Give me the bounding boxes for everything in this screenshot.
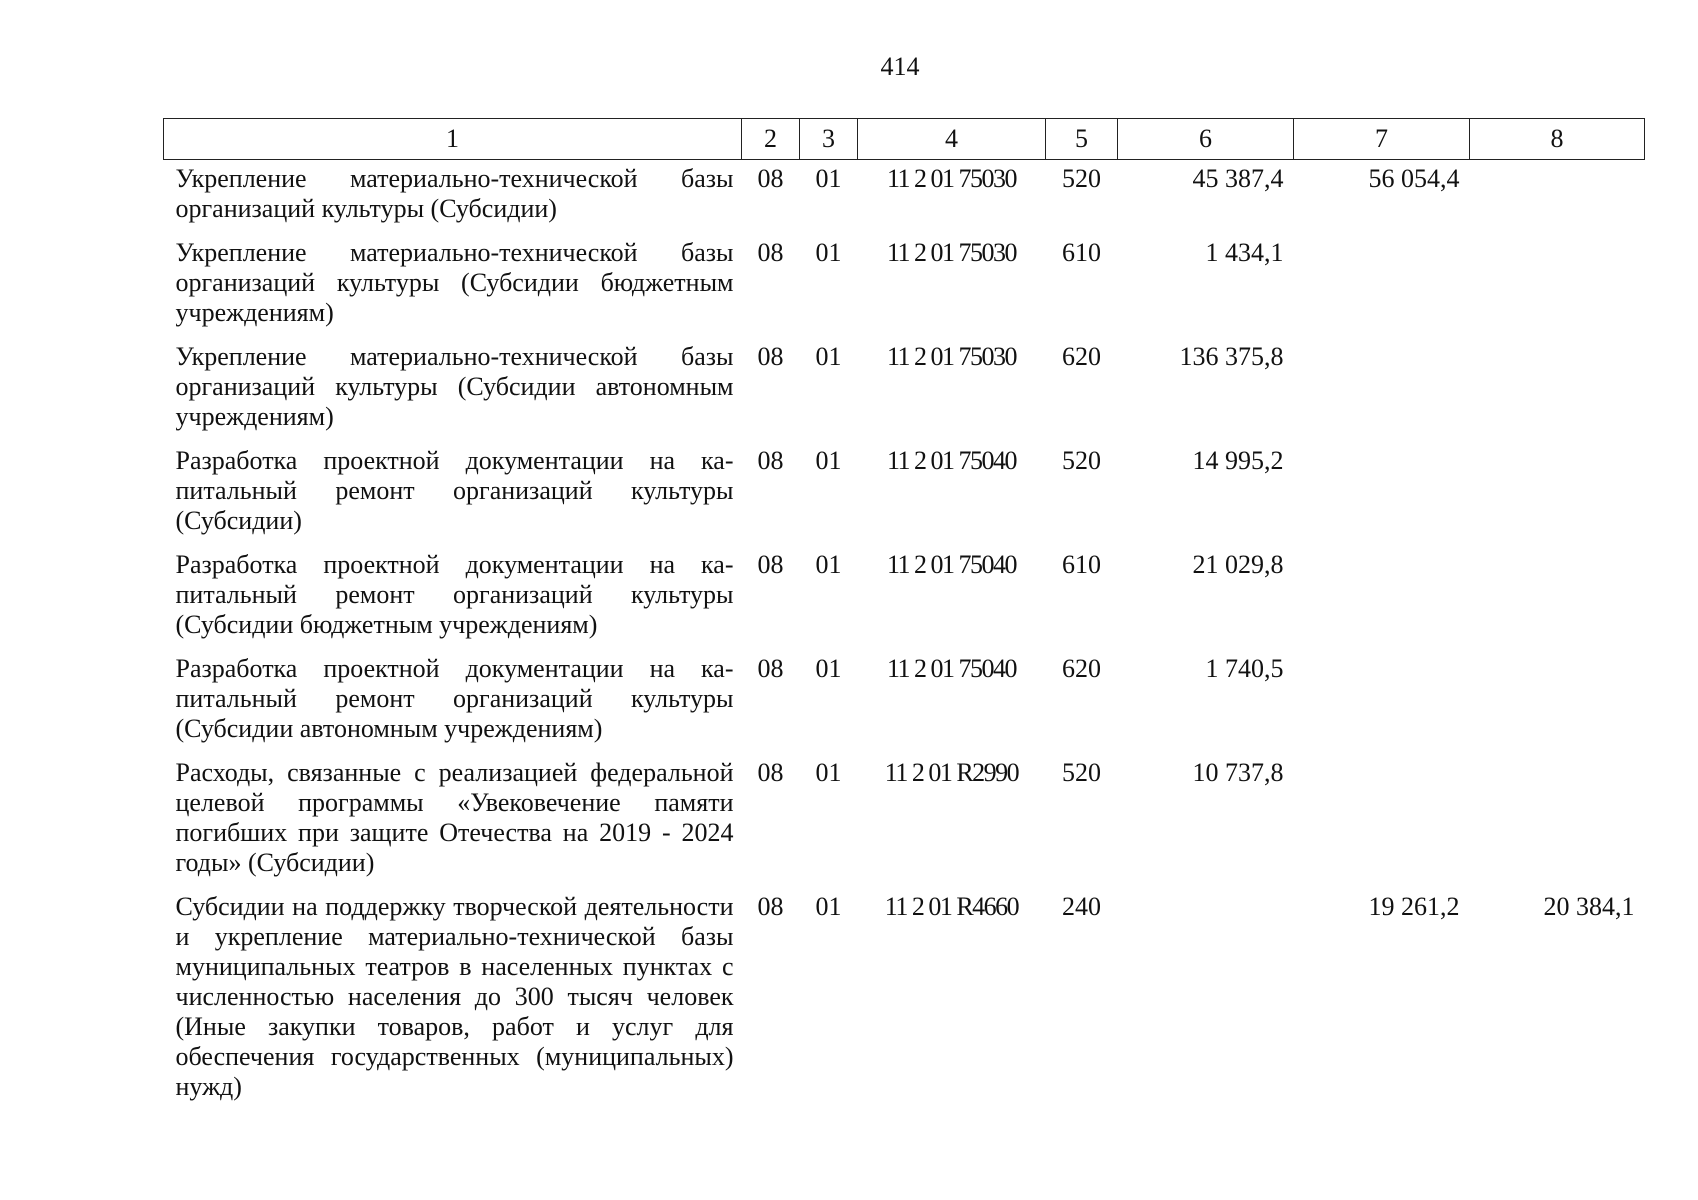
row-value-6: 21 029,8 <box>1192 550 1284 579</box>
row-name: Укрепление материально-технической базы организаций культуры (Субсидии) <box>175 164 734 223</box>
row-value-8 <box>1470 546 1645 650</box>
row-csr: 11 2 01 75030 <box>886 164 1017 193</box>
budget-table <box>163 118 1645 1112</box>
row-podrazdel: 01 <box>815 342 842 371</box>
row-vr: 620 <box>1062 654 1101 683</box>
row-podrazdel: 01 <box>815 238 842 267</box>
row-name: Разработка проектной документации на капитальный ремонт организаций культуры (Субсидии) <box>175 446 734 535</box>
row-vr: 610 <box>1062 550 1101 579</box>
row-razdel: 08 <box>757 892 784 921</box>
row-csr: 11 2 01 R2990 <box>884 758 1019 787</box>
row-csr: 11 2 01 75030 <box>886 238 1017 267</box>
row-value-7 <box>1294 650 1470 754</box>
row-value-7 <box>1294 442 1470 546</box>
row-podrazdel: 01 <box>815 446 842 475</box>
row-razdel: 08 <box>757 164 784 193</box>
row-podrazdel: 01 <box>815 892 842 921</box>
row-csr: 11 2 01 75040 <box>886 446 1017 475</box>
row-value-7: 19 261,2 <box>1368 892 1460 921</box>
column-header-6: 6 <box>1118 119 1294 160</box>
column-header-7: 7 <box>1294 119 1470 160</box>
row-vr: 610 <box>1062 238 1101 267</box>
row-podrazdel: 01 <box>815 654 842 683</box>
row-value-8 <box>1470 442 1645 546</box>
row-vr: 240 <box>1062 892 1101 921</box>
row-value-8 <box>1470 234 1645 338</box>
row-value-8 <box>1470 338 1645 442</box>
table-row <box>164 754 1645 888</box>
row-csr: 11 2 01 75040 <box>886 550 1017 579</box>
row-value-6: 136 375,8 <box>1179 342 1284 371</box>
page-number: 414 <box>880 52 920 81</box>
table-row <box>164 338 1645 442</box>
column-header-3: 3 <box>800 119 858 160</box>
row-razdel: 08 <box>757 550 784 579</box>
row-name: Укрепление материально-технической базы организаций культуры (Субсидии бюджетным учреждениям) <box>175 238 734 327</box>
table-header-row <box>164 119 1645 160</box>
row-value-8: 20 384,1 <box>1543 892 1635 921</box>
column-header-2: 2 <box>742 119 800 160</box>
column-header-5: 5 <box>1046 119 1118 160</box>
table-row <box>164 888 1645 1112</box>
row-razdel: 08 <box>757 238 784 267</box>
row-name: Разработка проектной документации на капитальный ремонт организаций культуры (Субсидии автономным учреждениям) <box>175 654 734 743</box>
column-header-4: 4 <box>858 119 1046 160</box>
row-value-8 <box>1470 160 1645 235</box>
row-value-7: 56 054,4 <box>1368 164 1460 193</box>
row-razdel: 08 <box>757 446 784 475</box>
row-name: Субсидии на поддержку творческой деятельности и укрепление материально-технической базы муниципальных театров в населенных пунктах с численностью населения до 300 тысяч человек (Иные закупки товаров, работ и услуг для обеспечения государственных (муниципальных) нужд) <box>175 892 734 1101</box>
row-value-7 <box>1294 546 1470 650</box>
row-vr: 620 <box>1062 342 1101 371</box>
row-value-7 <box>1294 234 1470 338</box>
column-header-1: 1 <box>164 119 742 160</box>
row-value-6 <box>1118 888 1294 1112</box>
table-row <box>164 546 1645 650</box>
row-value-8 <box>1470 754 1645 888</box>
column-header-8: 8 <box>1470 119 1645 160</box>
row-csr: 11 2 01 R4660 <box>884 892 1019 921</box>
row-razdel: 08 <box>757 342 784 371</box>
row-name: Укрепление материально-технической базы организаций культуры (Субсидии автономным учреждениям) <box>175 342 734 431</box>
row-vr: 520 <box>1062 446 1101 475</box>
table-row <box>164 650 1645 754</box>
row-podrazdel: 01 <box>815 550 842 579</box>
row-vr: 520 <box>1062 758 1101 787</box>
row-csr: 11 2 01 75040 <box>886 654 1017 683</box>
row-name: Расходы, связанные с реализацией федеральной целевой программы «Увековечение памяти погибших при защите Отечества на 2019 - 2024 годы» (Субсидии) <box>175 758 734 877</box>
row-value-6: 1 434,1 <box>1205 238 1284 267</box>
row-csr: 11 2 01 75030 <box>886 342 1017 371</box>
row-value-8 <box>1470 650 1645 754</box>
row-podrazdel: 01 <box>815 758 842 787</box>
row-value-6: 14 995,2 <box>1192 446 1284 475</box>
table-row <box>164 234 1645 338</box>
row-razdel: 08 <box>757 758 784 787</box>
table-row <box>164 160 1645 235</box>
row-name: Разработка проектной документации на капитальный ремонт организаций культуры (Субсидии бюджетным учреждениям) <box>175 550 734 639</box>
row-value-6: 1 740,5 <box>1205 654 1284 683</box>
row-podrazdel: 01 <box>815 164 842 193</box>
row-value-7 <box>1294 754 1470 888</box>
row-value-6: 45 387,4 <box>1192 164 1284 193</box>
row-value-7 <box>1294 338 1470 442</box>
row-value-6: 10 737,8 <box>1192 758 1284 787</box>
row-vr: 520 <box>1062 164 1101 193</box>
table-row <box>164 442 1645 546</box>
row-razdel: 08 <box>757 654 784 683</box>
